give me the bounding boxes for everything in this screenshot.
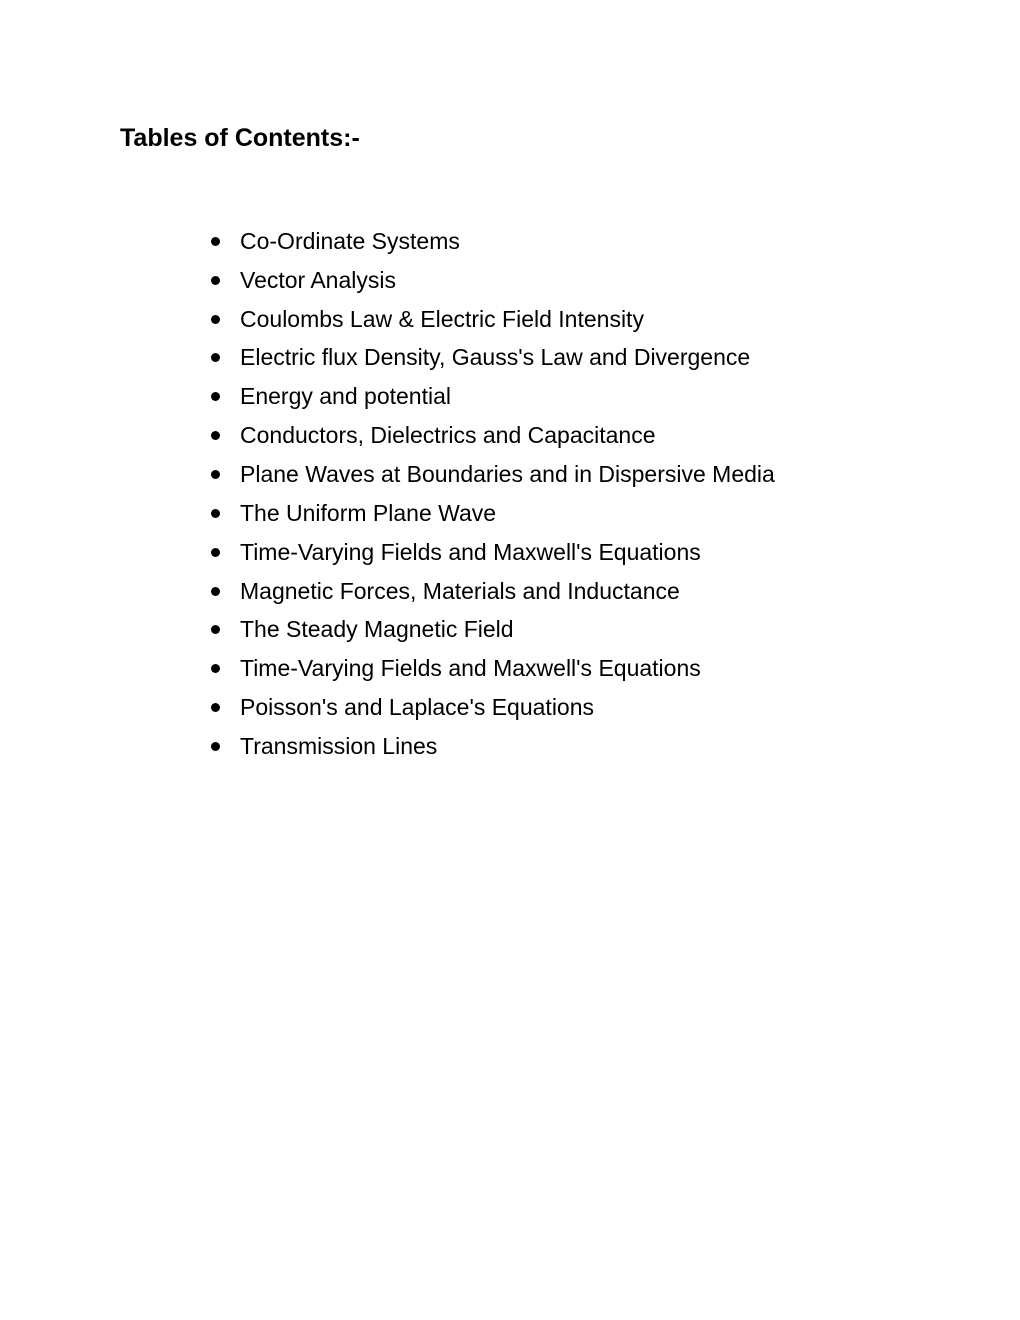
list-item (206, 688, 775, 727)
toc-item-label: Time-Varying Fields and Maxwell's Equations (240, 655, 701, 682)
bullet-icon (211, 664, 220, 673)
bullet-icon (211, 353, 220, 362)
bullet-icon (211, 587, 220, 596)
toc-item-label: Magnetic Forces, Materials and Inductance (240, 577, 680, 604)
list-item (206, 416, 775, 455)
list-item (206, 377, 775, 416)
list-item (206, 727, 775, 766)
toc-item-label: Transmission Lines (240, 732, 438, 759)
list-item (206, 572, 775, 611)
toc-item-label: Energy and potential (240, 383, 451, 410)
bullet-icon (211, 742, 220, 751)
toc-item-label: Electric flux Density, Gauss's Law and Divergence (240, 344, 751, 371)
toc-item-label: Co-Ordinate Systems (240, 227, 460, 254)
list-item (206, 455, 775, 494)
bullet-icon (211, 625, 220, 634)
toc-item-label: Plane Waves at Boundaries and in Dispersive Media (240, 460, 775, 487)
bullet-icon (211, 392, 220, 401)
bullet-icon (211, 315, 220, 324)
bullet-icon (211, 703, 220, 712)
toc-item-label: Poisson's and Laplace's Equations (240, 694, 595, 721)
list-item (206, 533, 775, 572)
table-of-contents-list (206, 222, 775, 766)
list-item (206, 339, 775, 378)
bullet-icon (211, 431, 220, 440)
bullet-icon (211, 470, 220, 479)
bullet-icon (211, 276, 220, 285)
toc-item-label: The Steady Magnetic Field (240, 616, 514, 643)
list-item (206, 261, 775, 300)
bullet-icon (211, 548, 220, 557)
bullet-icon (211, 509, 220, 518)
toc-item-label: Coulombs Law & Electric Field Intensity (240, 305, 644, 332)
list-item (206, 300, 775, 339)
bullet-icon (211, 237, 220, 246)
toc-item-label: Conductors, Dielectrics and Capacitance (240, 422, 656, 449)
toc-item-label: Vector Analysis (240, 266, 396, 293)
toc-item-label: The Uniform Plane Wave (240, 499, 497, 526)
list-item (206, 494, 775, 533)
page-title: Tables of Contents:- (120, 124, 360, 152)
toc-item-label: Time-Varying Fields and Maxwell's Equations (240, 538, 701, 565)
list-item (206, 222, 775, 261)
list-item (206, 610, 775, 649)
list-item (206, 649, 775, 688)
